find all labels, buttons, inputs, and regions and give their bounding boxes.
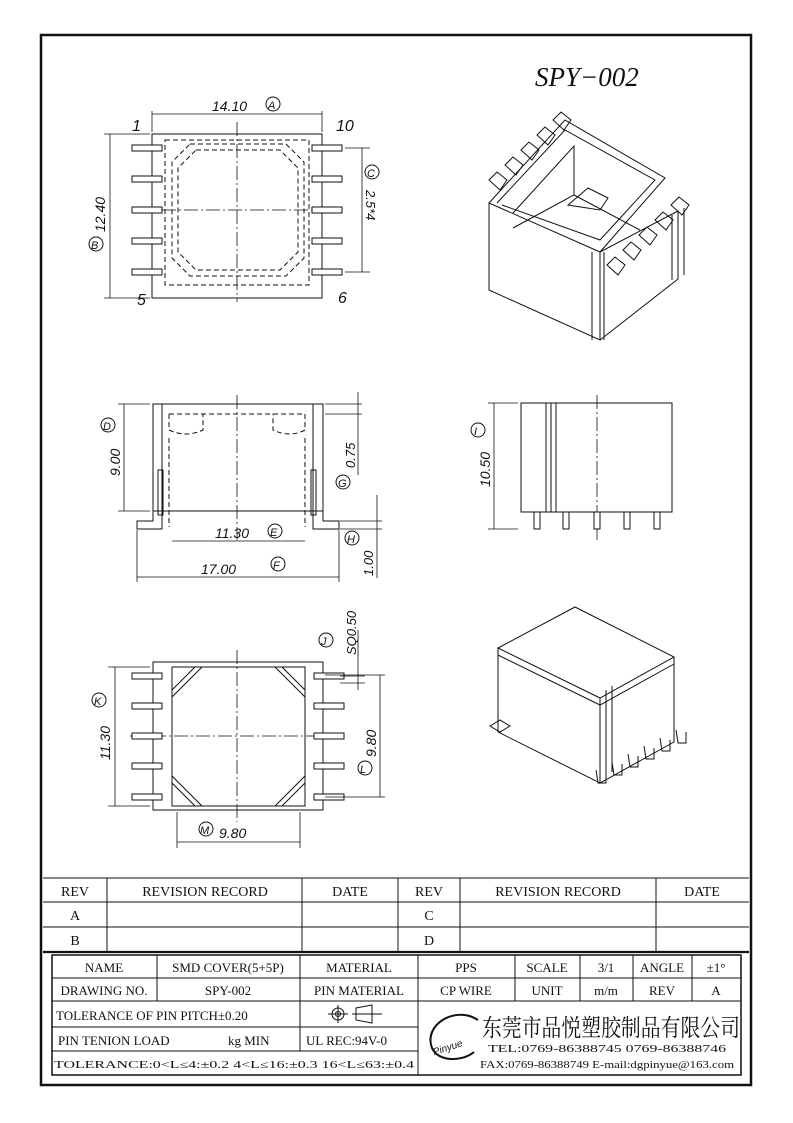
top-view-pin-left: [132, 176, 162, 182]
dim-inner-height-l: 9.80: [363, 729, 379, 757]
bottom-view-pin-left: [132, 703, 162, 709]
bottom-view-pin-right: [314, 733, 344, 739]
dim-height-d: 9.00: [107, 448, 123, 476]
drawing-no-label: DRAWING NO.: [60, 983, 148, 998]
pin-6-label: 6: [338, 290, 347, 307]
rev-header-2: REV: [415, 885, 443, 900]
dim-outer-width-f: 17.00: [201, 561, 237, 577]
dim-inner-width-e: 11.30: [215, 525, 249, 541]
pin-pitch-tolerance: TOLERANCE OF PIN PITCH±0.20: [56, 1008, 248, 1023]
end-view-pin: [654, 512, 660, 529]
bottom-view-pin-left: [132, 794, 162, 800]
ref-i: I: [474, 426, 478, 438]
dim-height-b: 12.40: [92, 196, 108, 232]
revision-record-header-2: REVISION RECORD: [495, 885, 621, 900]
pin-material-value: CP WIRE: [440, 983, 492, 998]
rev-header-1: REV: [61, 885, 89, 900]
unit-value: m/m: [594, 983, 618, 998]
ref-k: K: [94, 696, 102, 708]
rev-c: C: [424, 909, 434, 924]
ref-f: F: [273, 560, 280, 572]
bottom-view-pin-right: [314, 703, 344, 709]
ref-e: E: [270, 527, 278, 539]
isometric-top-view: [489, 112, 689, 340]
dim-pitch: 2.5*4: [363, 190, 378, 221]
bottom-view-pin-left: [132, 763, 162, 769]
pin-10-label: 10: [336, 118, 354, 135]
rev-label: REV: [649, 983, 675, 998]
top-view: [89, 97, 379, 309]
top-view-pin-left: [132, 238, 162, 244]
ref-j: J: [321, 636, 327, 648]
bottom-view-pin-right: [314, 763, 344, 769]
name-label: NAME: [84, 960, 124, 975]
material-value: PPS: [455, 960, 477, 975]
ref-g: G: [338, 478, 347, 490]
scale-value: 3/1: [597, 960, 615, 975]
pin-1-label: 1: [132, 118, 141, 135]
angle-label: ANGLE: [639, 960, 685, 975]
top-view-pin-right: [312, 207, 342, 213]
top-view-pin-left: [132, 207, 162, 213]
date-header-1: DATE: [332, 885, 368, 900]
ref-c: C: [367, 168, 375, 180]
end-view-pin: [534, 512, 540, 529]
dim-pin-size: SQ0.50: [344, 610, 359, 655]
end-view-pin: [594, 512, 600, 529]
top-view-pin-right: [312, 176, 342, 182]
end-view-pin: [624, 512, 630, 529]
rev-value: A: [711, 983, 721, 998]
top-view-pin-left: [132, 269, 162, 275]
company-logo: [430, 1015, 478, 1059]
bottom-view-pin-right: [314, 673, 344, 679]
dim-width-a: 14.10: [212, 98, 248, 114]
title-block: [52, 955, 741, 1075]
dim-pin-thickness: 1.00: [361, 550, 376, 576]
rev-b: B: [70, 934, 80, 949]
ref-m: M: [200, 825, 210, 837]
isometric-bottom-view: [490, 607, 686, 783]
bottom-view-pin-left: [132, 673, 162, 679]
end-view: [471, 395, 672, 540]
end-view-pin: [563, 512, 569, 529]
top-view-pin-right: [312, 145, 342, 151]
pin-tension-load-unit: kg MIN: [228, 1033, 270, 1048]
dim-height-k: 11.30: [97, 726, 113, 760]
top-view-pin-right: [312, 269, 342, 275]
company-fax-email: FAX:0769-86388749 E-mail:dgpinyue@163.com: [480, 1059, 735, 1071]
ref-h: H: [347, 534, 355, 546]
top-view-pin-right: [312, 238, 342, 244]
top-view-pin-left: [132, 145, 162, 151]
ref-a: A: [268, 100, 276, 112]
date-header-2: DATE: [684, 885, 720, 900]
ref-d: D: [103, 421, 111, 433]
bottom-view: [92, 610, 385, 848]
company-tel: TEL:0769-86388745 0769-86388746: [488, 1043, 727, 1055]
revision-table: [43, 878, 749, 952]
projection-symbol: [328, 1005, 382, 1023]
pin-tension-load: PIN TENION LOAD: [58, 1033, 170, 1048]
pin-material-label: PIN MATERIAL: [314, 983, 404, 998]
side-view: [101, 392, 382, 582]
logo-text: Pinyue: [431, 1038, 465, 1059]
ref-b: B: [91, 240, 99, 252]
rev-a: A: [69, 909, 81, 924]
bottom-view-pin-left: [132, 733, 162, 739]
dim-height-i: 10.50: [477, 451, 493, 487]
drawing-no-value: SPY-002: [204, 983, 252, 998]
tolerance-note: TOLERANCE:0<L≤4:±0.2 4<L≤16:±0.3 16<L≤63:±0.4: [54, 1060, 414, 1071]
ref-l: L: [360, 764, 367, 776]
drawing-title: SPY−002: [535, 62, 639, 92]
ul-rating: UL REC:94V-0: [306, 1033, 388, 1048]
name-value: SMD COVER(5+5P): [172, 960, 284, 975]
company-name: 东莞市品悦塑胶制品有限公司: [482, 1015, 740, 1042]
rev-d: D: [423, 934, 435, 949]
scale-label: SCALE: [526, 960, 568, 975]
dim-inner-width-m: 9.80: [219, 825, 247, 841]
unit-label: UNIT: [531, 983, 563, 998]
material-label: MATERIAL: [326, 960, 392, 975]
dim-lip: 0.75: [343, 442, 358, 468]
angle-value: ±1°: [706, 960, 726, 975]
pin-5-label: 5: [137, 292, 146, 309]
revision-record-header-1: REVISION RECORD: [142, 885, 268, 900]
